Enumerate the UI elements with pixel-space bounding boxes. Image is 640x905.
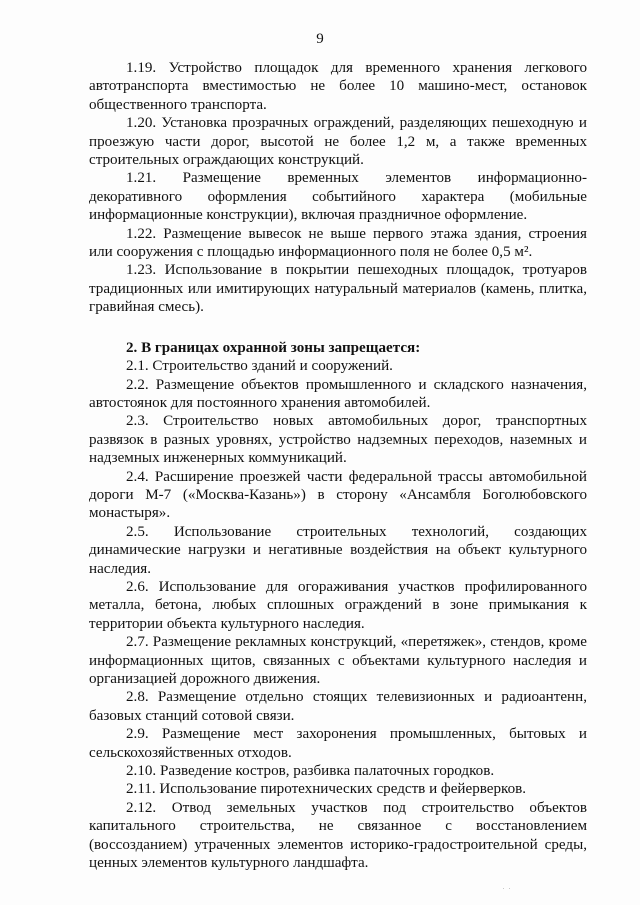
paragraph-2-5: 2.5. Использование строительных технологий, создающих динамические нагрузки и негативные воздействия на объект культурного наследия. [89,523,587,577]
paragraph-2-12: 2.12. Отвод земельных участков под строительство объектов капитального строительства, не связанное с восстановлением (воссозданием) утраченных элементов историко-градостроительной среды, ценных элементов культурного ландшафта. [89,799,587,872]
scan-speck [503,888,504,889]
paragraph-2-1: 2.1. Строительство зданий и сооружений. [126,358,393,375]
paragraph-1-23: 1.23. Использование в покрытии пешеходных площадок, тротуаров традиционных или имитирующих натуральный материалов (камень, плитка, гравийная смесь). [89,262,587,316]
paragraph-2-6: 2.6. Использование для огораживания участков профилированного металла, бетона, любых сплошных ограждений в зоне примыкания к территории объекта культурного наследия. [89,578,587,632]
page-number: 9 [316,31,324,47]
scan-speck [509,888,510,889]
document-body [89,59,587,872]
paragraph-2-11: 2.11. Использование пиротехнических средств и фейерверков. [126,781,527,798]
paragraph-2-8: 2.8. Размещение отдельно стоящих телевизионных и радиоантенн, базовых станций сотовой связи. [89,689,587,724]
paragraph-1-19: 1.19. Устройство площадок для временного хранения легкового автотранспорта вместимостью не более 10 машино-мест, остановок общественного транспорта. [89,60,587,113]
paragraph-2-4: 2.4. Расширение проезжей части федеральной трассы автомобильной дороги М-7 («Москва-Казань») в сторону «Ансамбля Боголюбовского монастыря». [89,468,587,522]
paragraph-2-7: 2.7. Размещение рекламных конструкций, «перетяжек», стендов, кроме информационных щитов, связанных с объектами культурного наследия и организацией дорожного движения. [89,634,587,687]
paragraph-2-3: 2.3. Строительство новых автомобильных дорог, транспортных развязок в разных уровнях, устройство надземных переходов, наземных и надземных инженерных коммуникаций. [89,413,587,467]
paragraph-2-2: 2.2. Размещение объектов промышленного и складского назначения, автостоянок для постоянного хранения автомобилей. [89,376,587,411]
paragraph-1-22: 1.22. Размещение вывесок не выше первого этажа здания, строения или сооружения с площадью информационного поля не более 0,5 м². [89,225,587,261]
section-2-heading: 2. В границах охранной зоны запрещается: [126,339,421,356]
paragraph-2-9: 2.9. Размещение мест захоронения промышленных, бытовых и сельскохозяйственных отходов. [89,726,587,761]
paragraph-2-10: 2.10. Разведение костров, разбивка палаточных городков. [126,763,495,780]
section-1-paragraphs [89,59,587,317]
paragraph-1-21: 1.21. Размещение временных элементов информационно-декоративного оформления событийного характера (мобильные информационные конструкции), включая праздничное оформление. [89,170,587,224]
section-2-paragraphs [89,357,587,872]
paragraph-1-20: 1.20. Установка прозрачных ограждений, разделяющих пешеходную и проезжую части дорог, высотой не более 1,2 м, а также временных строительных ограждающих конструкций. [89,115,587,169]
